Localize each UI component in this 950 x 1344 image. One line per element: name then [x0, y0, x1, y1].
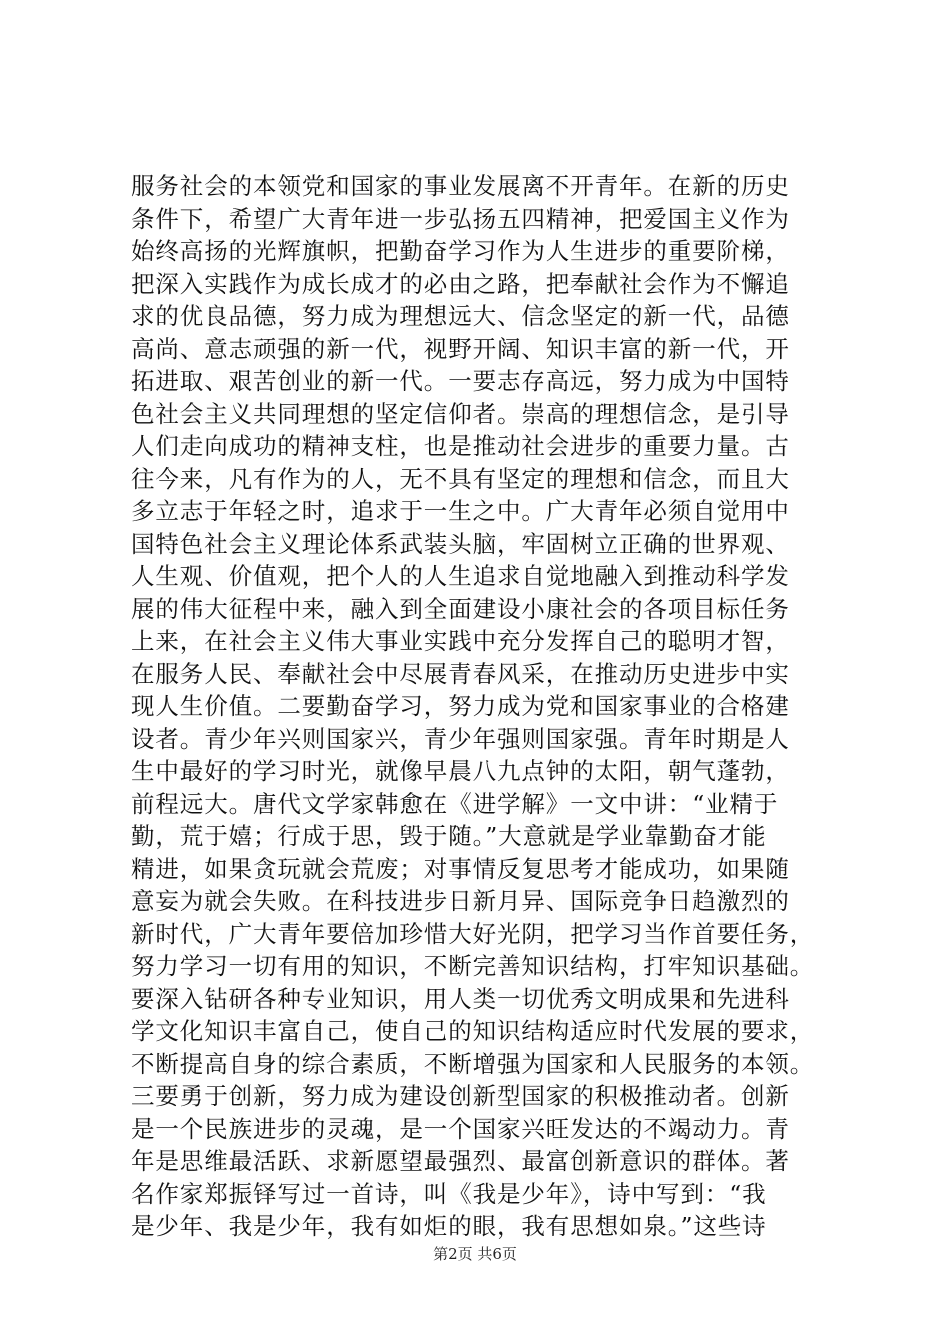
text-line: 是一个民族进步的灵魂，是一个国家兴旺发达的不竭动力。青: [131, 1114, 790, 1143]
text-line: 拓进取、艰苦创业的新一代。一要志存高远，努力成为中国特: [131, 367, 790, 395]
text-line: 勤，荒于嬉；行成于思，毁于随。”大意就是学业靠勤奋才能: [131, 822, 767, 850]
text-line: 精进，如果贪玩就会荒废；对事情反复思考才能成功，如果随: [131, 854, 790, 883]
text-line: 设者。青少年兴则国家兴，青少年强则国家强。青年时期是人: [131, 724, 790, 753]
page-number-footer: 第2页 共6页: [433, 1245, 517, 1263]
text-line: 上来，在社会主义伟大事业实践中充分发挥自己的聪明才智，: [131, 627, 790, 655]
text-line: 往今来，凡有作为的人，无不具有坚定的理想和信念，而且大: [131, 464, 790, 493]
text-line: 始终高扬的光辉旗帜，把勤奋学习作为人生进步的重要阶梯，: [131, 237, 790, 265]
text-line: 年是思维最活跃、求新愿望最强烈、最富创新意识的群体。著: [131, 1147, 790, 1175]
text-line: 高尚、意志顽强的新一代，视野开阔、知识丰富的新一代，开: [131, 334, 790, 363]
text-line: 求的优良品德，努力成为理想远大、信念坚定的新一代，品德: [131, 302, 790, 330]
text-line: 展的伟大征程中来，融入到全面建设小康社会的各项目标任务: [131, 594, 790, 623]
text-line: 要深入钻研各种专业知识，用人类一切优秀文明成果和先进科: [131, 984, 790, 1013]
text-line: 学文化知识丰富自己，使自己的知识结构适应时代发展的要求，: [131, 1017, 815, 1045]
text-line: 人们走向成功的精神支柱，也是推动社会进步的重要力量。古: [131, 432, 790, 460]
text-line: 意妄为就会失败。在科技进步日新月异、国际竞争日趋激烈的: [131, 887, 790, 915]
text-line: 是少年、我是少年，我有如炬的眼，我有思想如泉。”这些诗: [131, 1212, 767, 1240]
text-line: 生中最好的学习时光，就像早晨八九点钟的太阳，朝气蓬勃，: [131, 757, 790, 785]
text-line: 努力学习一切有用的知识，不断完善知识结构，打牢知识基础。: [131, 952, 815, 980]
text-line: 三要勇于创新，努力成为建设创新型国家的积极推动者。创新: [131, 1082, 790, 1110]
text-line: 人生观、价值观，把个人的人生追求自觉地融入到推动科学发: [131, 562, 790, 590]
text-line: 现人生价值。二要勤奋学习，努力成为党和国家事业的合格建: [131, 692, 790, 720]
text-line: 条件下，希望广大青年进一步弘扬五四精神，把爱国主义作为: [131, 204, 790, 233]
text-line: 服务社会的本领党和国家的事业发展离不开青年。在新的历史: [131, 172, 790, 200]
text-line: 国特色社会主义理论体系武装头脑，牢固树立正确的世界观、: [131, 529, 790, 558]
text-line: 多立志于年轻之时，追求于一生之中。广大青年必须自觉用中: [131, 497, 790, 525]
text-line: 把深入实践作为成长成才的必由之路，把奉献社会作为不懈追: [131, 269, 790, 298]
text-line: 不断提高自身的综合素质，不断增强为国家和人民服务的本领。: [131, 1049, 815, 1078]
text-line: 色社会主义共同理想的坚定信仰者。崇高的理想信念，是引导: [131, 399, 790, 428]
text-line: 前程远大。唐代文学家韩愈在《进学解》一文中讲：“业精于: [131, 789, 779, 818]
text-line: 名作家郑振铎写过一首诗，叫《我是少年》，诗中写到：“我: [131, 1179, 767, 1208]
text-line: 在服务人民、奉献社会中尽展青春风采，在推动历史进步中实: [131, 659, 790, 688]
text-line: 新时代，广大青年要倍加珍惜大好光阴，把学习当作首要任务，: [131, 919, 815, 948]
body-text: [131, 170, 831, 1243]
